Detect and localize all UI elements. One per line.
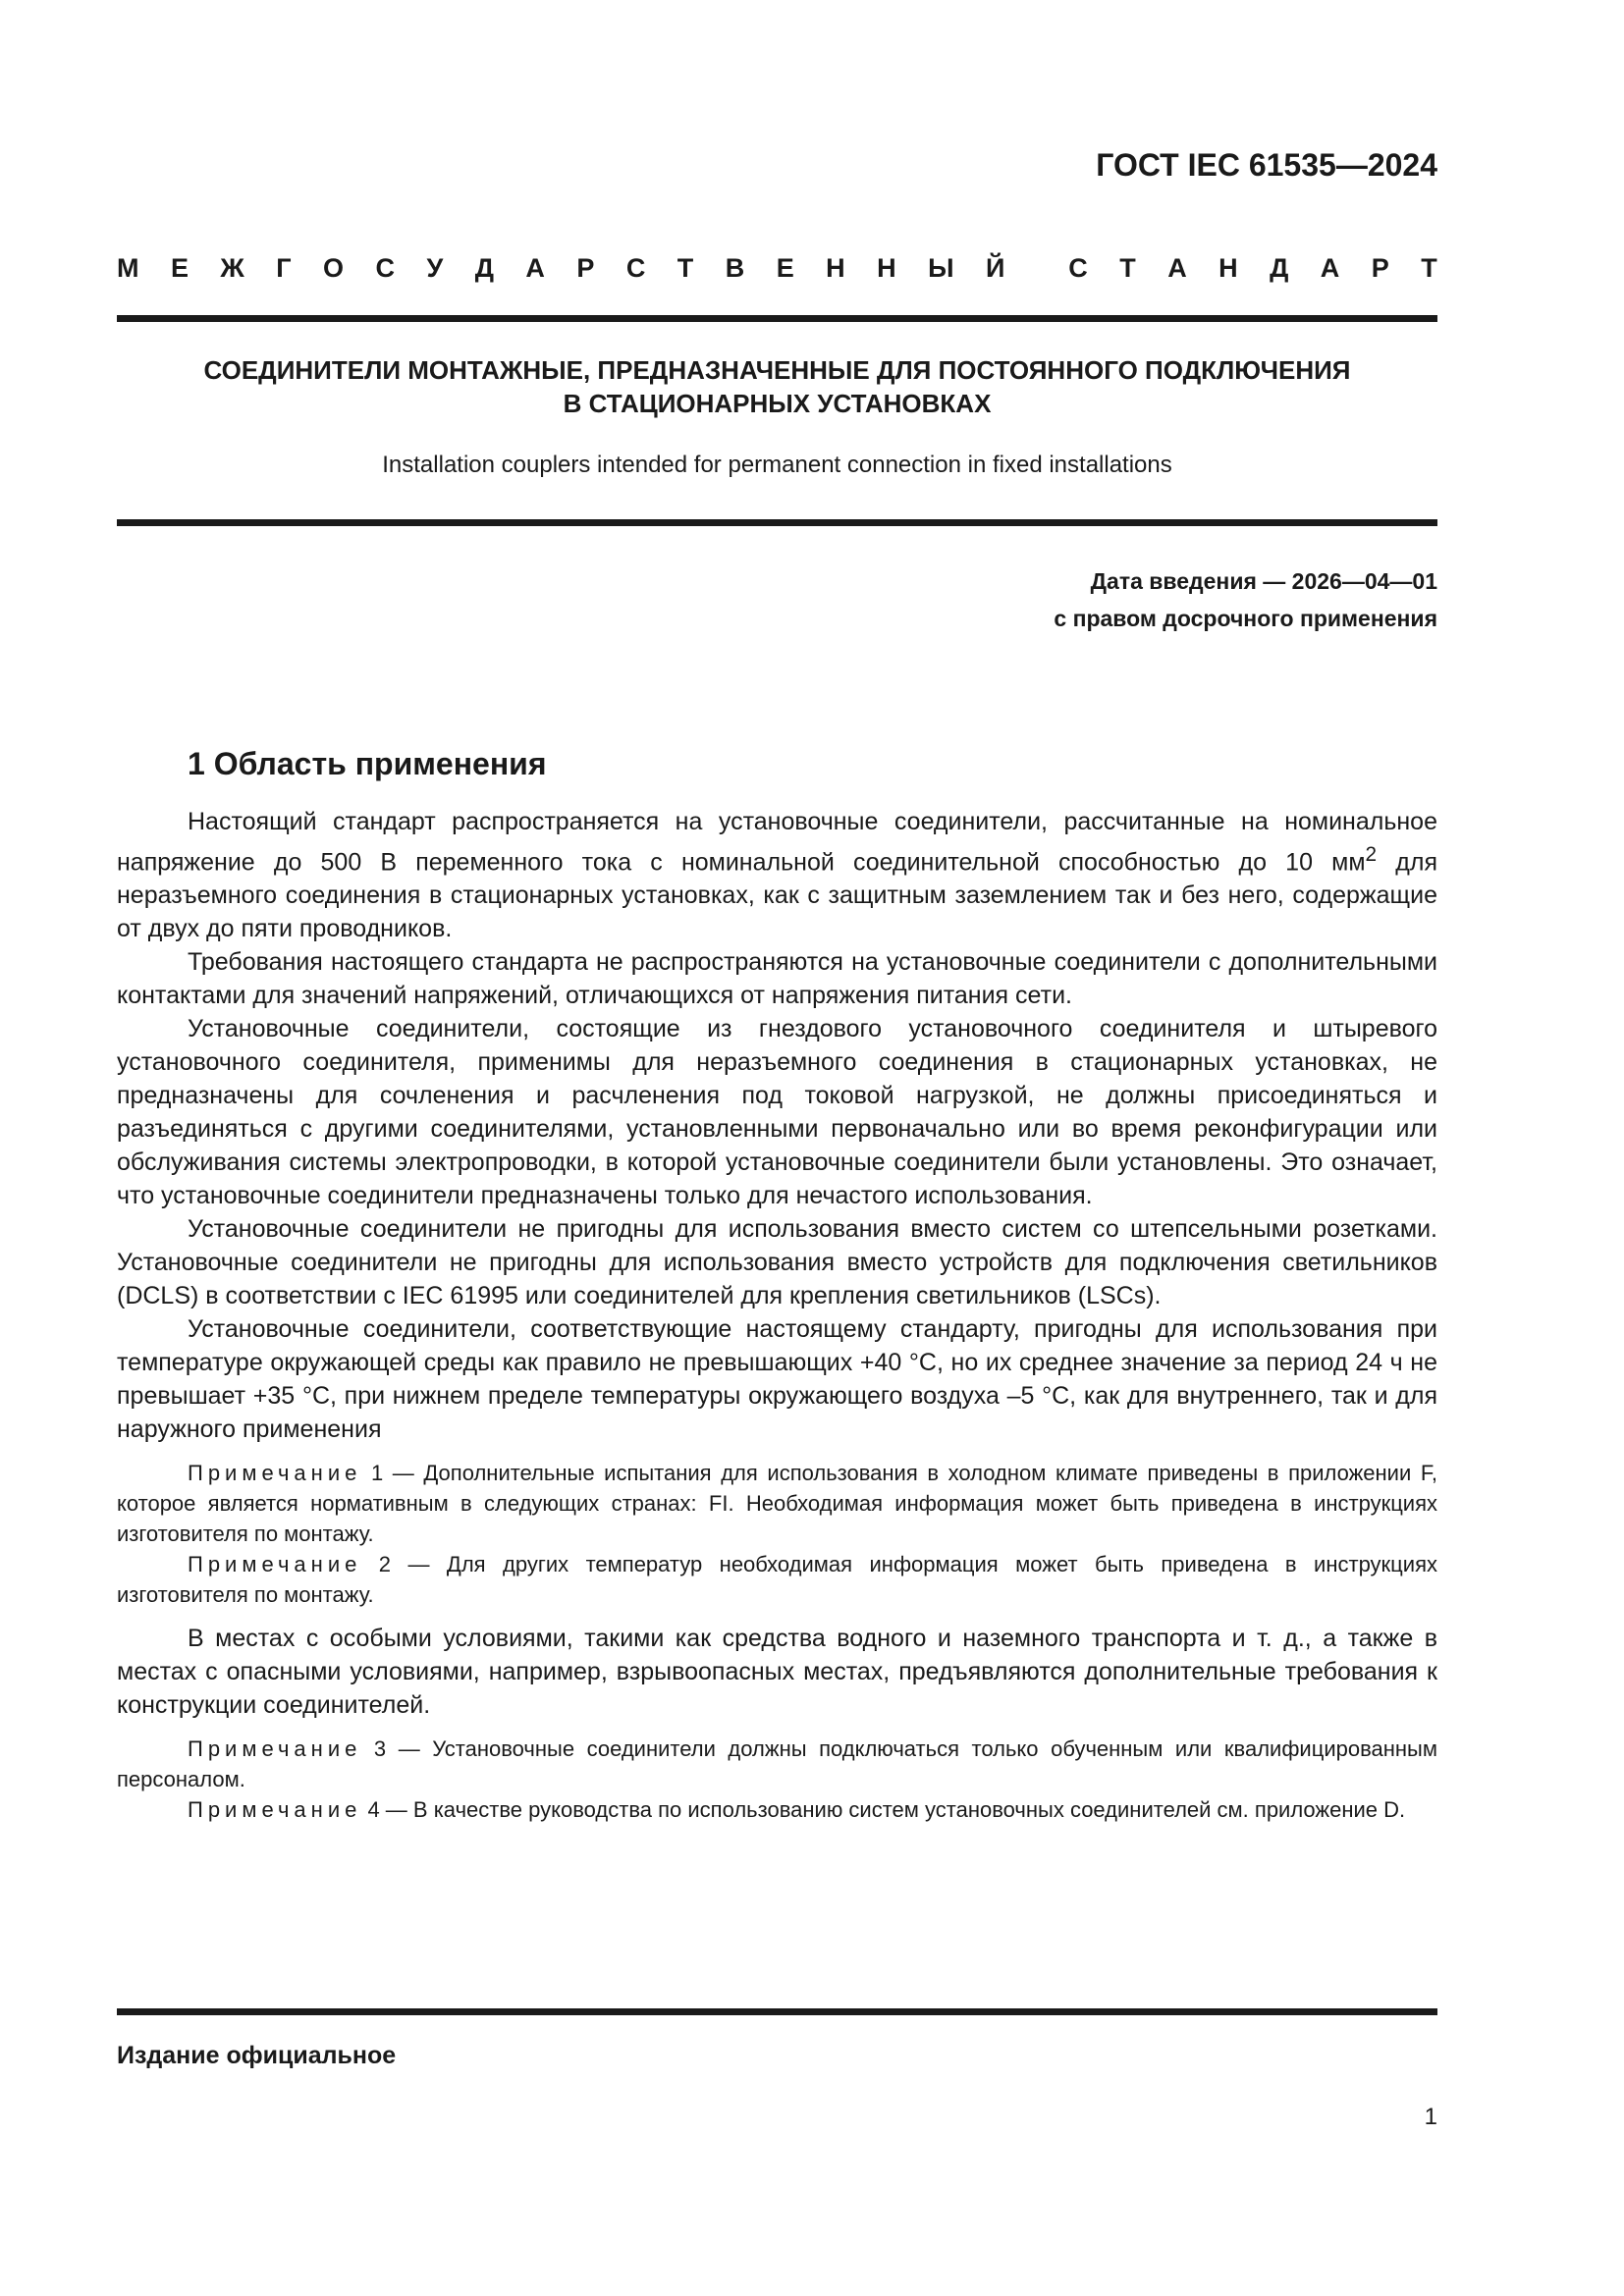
standard-kind-letter: Ы <box>928 253 954 283</box>
paragraph: В местах с особыми условиями, такими как средства водного и наземного транспорта и т. д., а также в местах с опасными условиями, например, взрывоопасных местах, предъявляются дополнительные требования к конструкции соединителей. <box>117 1625 1437 1720</box>
standard-kind-letter: Р <box>576 253 595 283</box>
paragraph: Установочные соединители, состоящие из гнездового установочного соединителя и штыревого установочного соединителя, применимы для неразъемного соединения в стационарных установках, не предназначены для сочленения и расчленения под токовой нагрузкой, не должны присоединяться и разъединяться с другими соединителями, установленными первоначально или во время реконфигурации или обслуживания системы электропроводки, в которой установочные соединители были установлены. Это означает, что установочные соединители предназначены только для нечастого использования. <box>117 1015 1437 1210</box>
standard-kind-letter: Д <box>474 253 494 283</box>
standard-kind-letter: С <box>625 253 646 283</box>
divider-rule <box>117 315 1437 322</box>
note-label: Примечание <box>188 1552 362 1577</box>
official-edition-label: Издание официальное <box>117 2042 397 2069</box>
standard-kind-letter: В <box>725 253 745 283</box>
standard-kind-letter: Н <box>1218 253 1238 283</box>
title-line: СОЕДИНИТЕЛИ МОНТАЖНЫЕ, ПРЕДНАЗНАЧЕННЫЕ ДЛЯ ПОСТОЯННОГО ПОДКЛЮЧЕНИЯ <box>203 355 1351 385</box>
standard-kind-letter: Е <box>776 253 794 283</box>
note-text: 4 — В качестве руководства по использованию систем установочных соединителей см. приложение D. <box>361 1797 1406 1823</box>
note-text: 1 — Дополнительные испытания для использования в холодном климате приведены в приложении F, которое является нормативным в следующих странах: FI. Необходимая информация может быть приведена в инструкциях изготовителя по монтажу. <box>117 1461 1437 1547</box>
section-body <box>117 805 1437 1825</box>
section-heading: 1 Область применения <box>188 746 547 781</box>
standard-kind-letter: Т <box>1421 253 1437 283</box>
note-label: Примечание <box>188 1736 362 1762</box>
standard-kind-letter: Н <box>826 253 845 283</box>
early-use-note: с правом досрочного применения <box>1054 606 1437 631</box>
page-number: 1 <box>1424 2104 1437 2130</box>
note-text: 2 — Для других температур необходимая информация может быть приведена в инструкциях изготовителя по монтажу. <box>117 1552 1437 1608</box>
standard-kind-letter: Н <box>877 253 896 283</box>
paragraph: Требования настоящего стандарта не распространяются на установочные соединители с дополнительными контактами для значений напряжений, отличающихся от напряжения питания сети. <box>117 948 1437 1010</box>
divider-rule <box>117 2008 1437 2015</box>
title-line: В СТАЦИОНАРНЫХ УСТАНОВКАХ <box>563 389 992 418</box>
paragraph <box>117 805 1437 945</box>
superscript: 2 <box>1365 843 1378 866</box>
standard-kind-letter: Е <box>170 253 189 283</box>
standard-kind-letter: О <box>323 253 345 283</box>
standard-kind-letter: М <box>117 253 139 283</box>
paragraph: Установочные соединители не пригодны для использования вместо систем со штепсельными розетками. Установочные соединители не пригодны для использования вместо устройств для подключения светильников (DCLS) в соответствии с IEC 61995 или соединителей для крепления светильников (LSCs). <box>117 1215 1437 1310</box>
standard-kind-letter: А <box>1320 253 1340 283</box>
standard-kind-letter: Т <box>677 253 694 283</box>
paragraph: Установочные соединители, соответствующие настоящему стандарту, пригодны для использования при температуре окружающей среды как правило не превышающих +40 °С, но их среднее значение за период 24 ч не превышает +35 °С, при нижнем пределе температуры окружающего воздуха –5 °С, как для внутреннего, так и для наружного применения <box>117 1315 1437 1444</box>
note <box>117 1549 1437 1610</box>
note-label: Примечание <box>188 1461 362 1486</box>
note-text: 3 — Установочные соединители должны подключаться только обученным или квалифицированным персоналом. <box>117 1736 1437 1792</box>
standard-kind-letter: Т <box>1119 253 1136 283</box>
standard-kind-letter: Г <box>276 253 292 283</box>
paragraph-text: Настоящий стандарт распространяется на установочные соединители, рассчитанные на номинальное напряжение до 500 В переменного тока с номинальной соединительной способностью до 10 мм <box>117 808 1437 877</box>
introduction-date-block <box>1054 562 1437 637</box>
note <box>117 1458 1437 1549</box>
standard-kind-letter: А <box>525 253 545 283</box>
standard-kind-letter: Д <box>1270 253 1289 283</box>
standard-kind-letter: С <box>375 253 396 283</box>
standard-kind-letter: Ж <box>220 253 244 283</box>
standard-kind-letter: Р <box>1371 253 1389 283</box>
introduction-date: Дата введения — 2026—04—01 <box>1090 568 1437 594</box>
document-title <box>117 353 1437 420</box>
divider-rule <box>117 519 1437 526</box>
standard-kind-letter: А <box>1167 253 1187 283</box>
note-label: Примечание <box>188 1797 362 1823</box>
english-title: Installation couplers intended for permanent connection in fixed installations <box>382 452 1172 478</box>
standard-kind-letter: С <box>1068 253 1088 283</box>
note <box>117 1794 1437 1825</box>
standard-kind-letter: Й <box>985 253 1005 283</box>
standard-kind-letter: У <box>426 253 444 283</box>
standard-kind <box>117 253 1437 284</box>
paragraph-text: для неразъемного соединения в стационарных установках, как с защитным заземлением так и без него, содержащие от двух до пяти проводников. <box>117 848 1437 943</box>
note <box>117 1734 1437 1794</box>
standard-number: ГОСТ IEC 61535—2024 <box>1096 147 1437 183</box>
document-page <box>117 0 1437 2296</box>
